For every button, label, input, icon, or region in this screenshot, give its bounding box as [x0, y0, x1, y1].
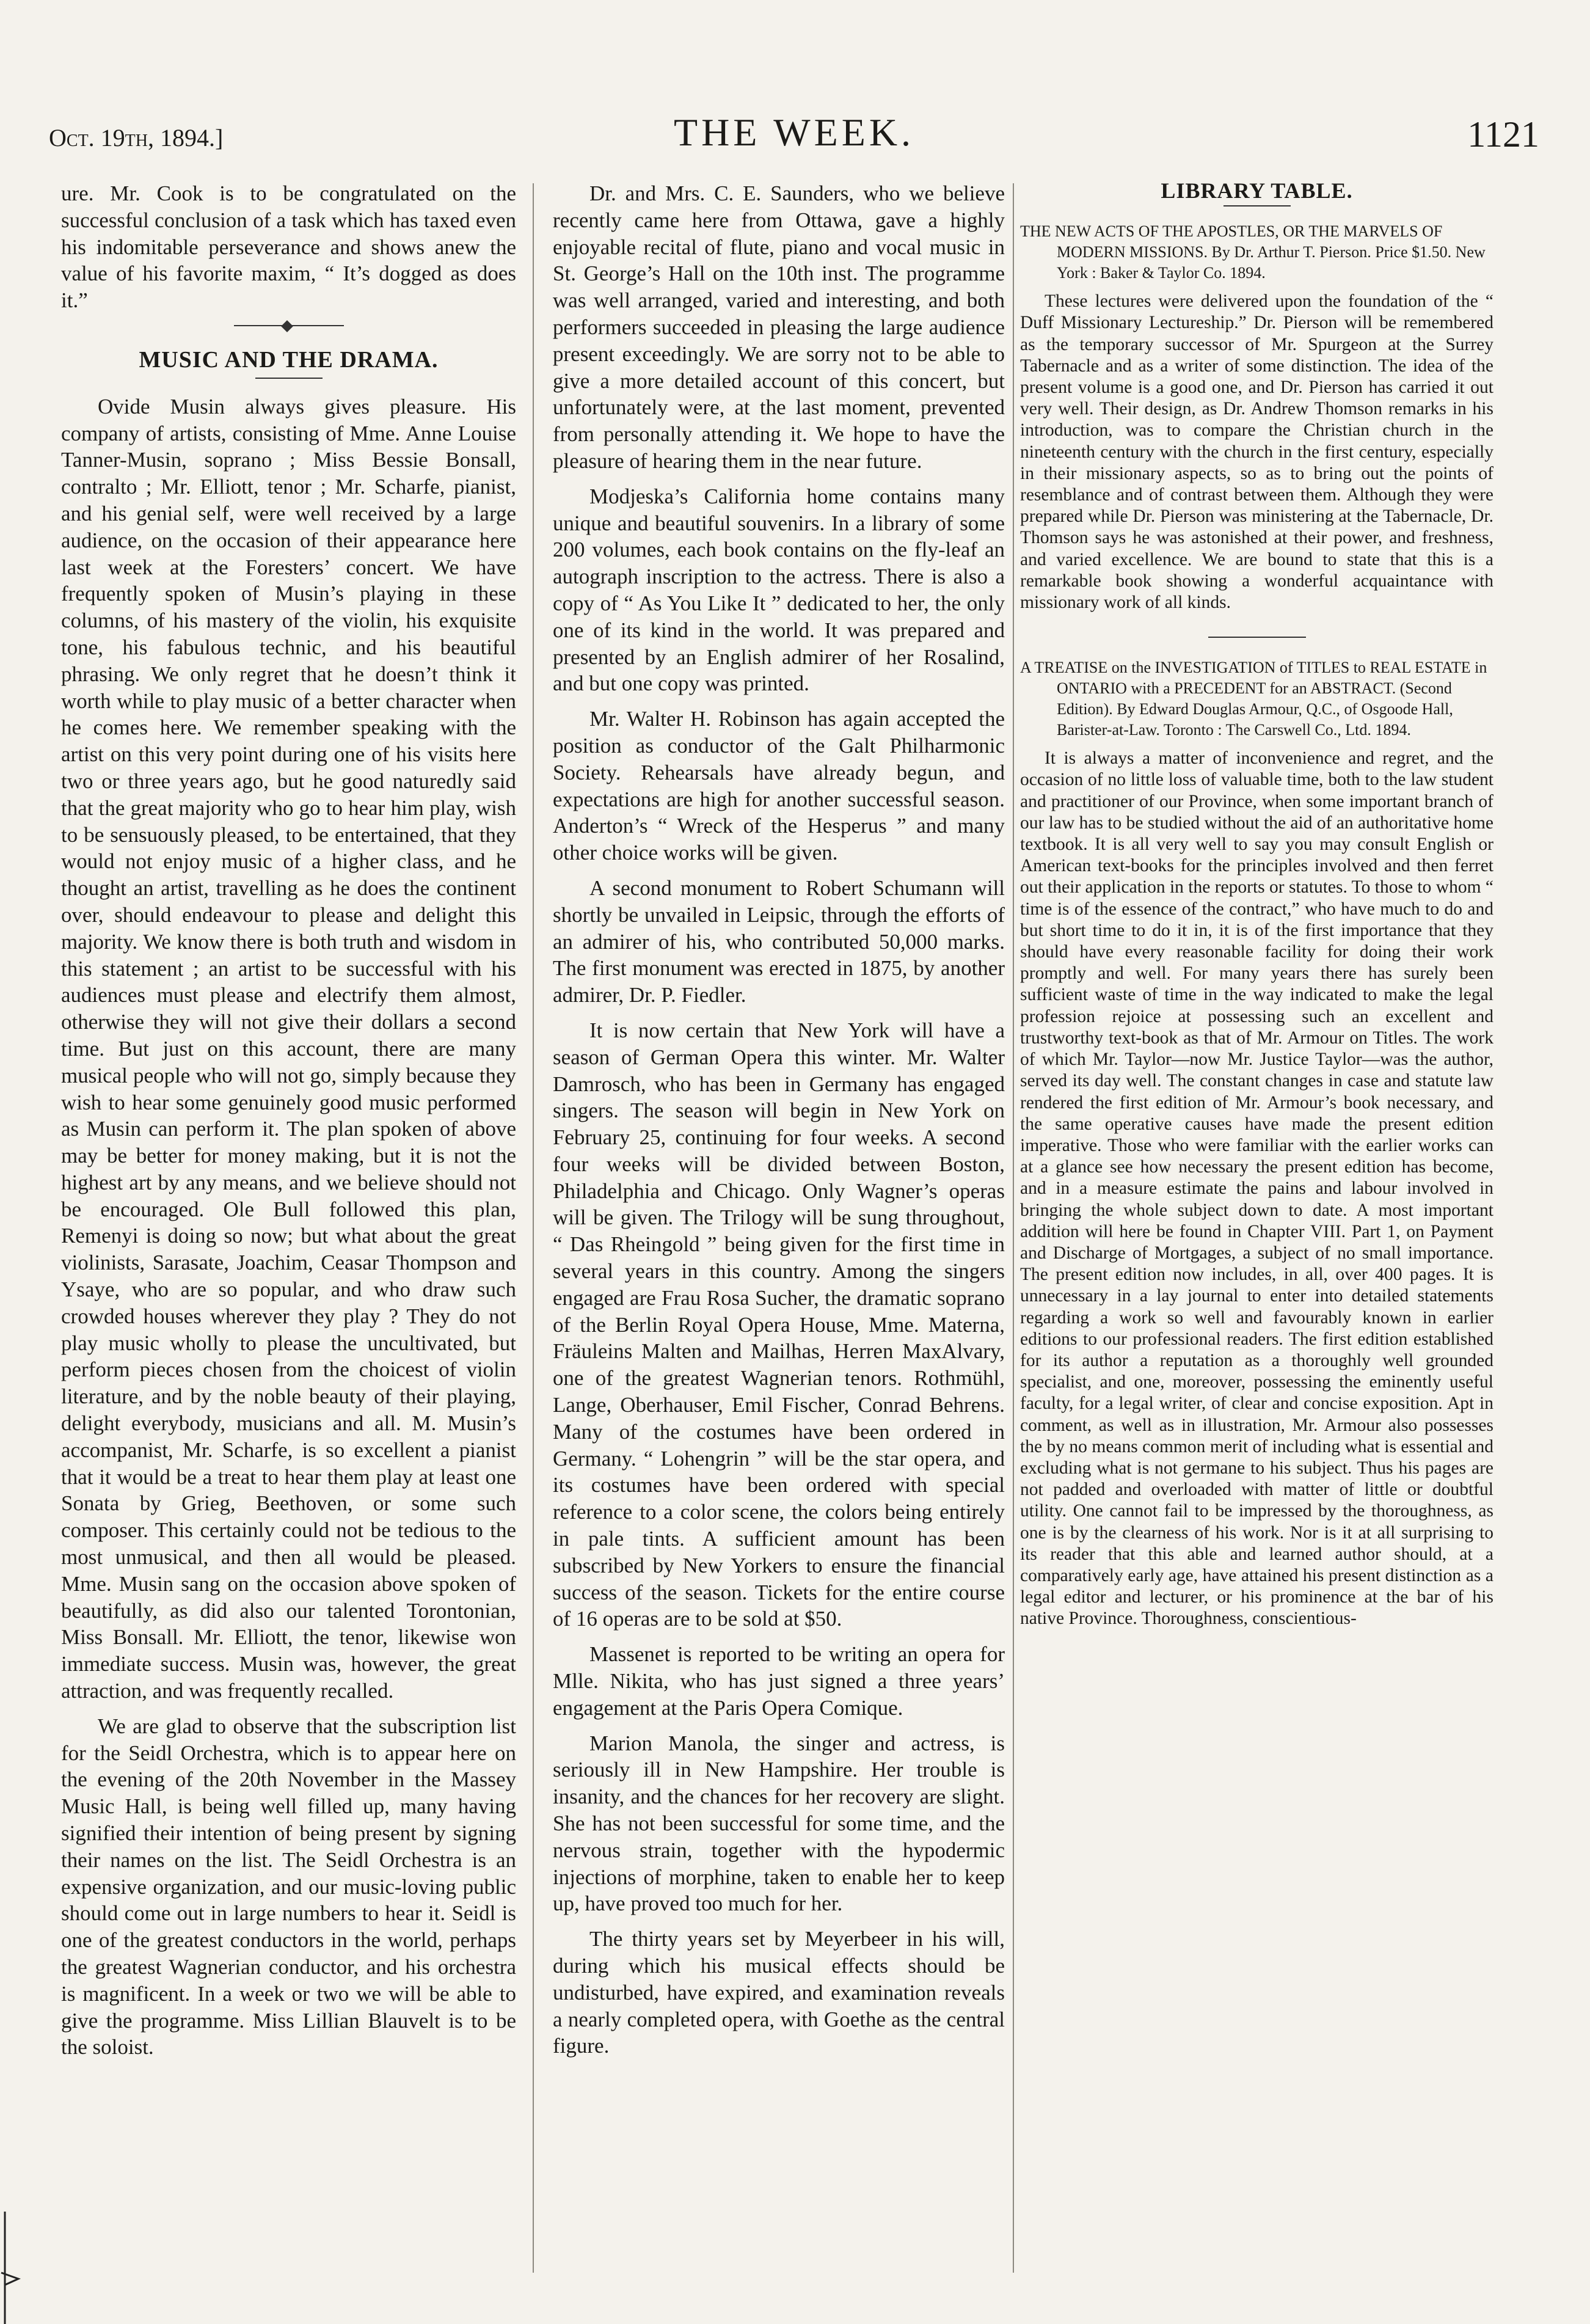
page-number: 1121 [1467, 114, 1539, 155]
column-left [61, 180, 516, 2276]
heading-rule [255, 378, 323, 379]
issue-date: Oct. 19th, 1894.] [49, 124, 224, 152]
heading-rule [1223, 205, 1291, 206]
review-paragraph: These lectures were delivered upon the foundation of the “ Duff Missionary Lectureship.” Dr. Pierson will be remembered as the temporary successor of Mr. Spurgeon at the Surrey Tabernacle and as a writer of some distinction. The idea of the present volume is a good one, and Dr. Pierson has carried it out very well. Their design, as Dr. Andrew Thomson remarks in his introduction, was to compare the Christian church in the nineteenth century with the church in the first century, especially in their missionary aspects, so as to bring out the points of resemblance and of contrast between them. Although they were prepared while Dr. Pierson was ministering at the Tabernacle, Dr. Thomson says he was astonished at their power, and freshness, and varied excellence. We are bound to state that this is a remarkable book showing a wonderful acquaintance with missionary work of all kinds. [1020, 291, 1493, 613]
page-fold-mark [0, 2212, 37, 2324]
article-paragraph: The thirty years set by Meyerbeer in his will, during which his musical effects should be undisturbed, have expired, and examination reveals a nearly completed opera, with Goethe as the central figure. [553, 1927, 1005, 2058]
article-paragraph: Ovide Musin always gives pleasure. His company of artists, consisting of Mme. Anne Louise Tanner-Musin, soprano ; Miss Bessie Bonsall, contralto ; Mr. Elliott, tenor ; Mr. Scharfe, pianist, and his genial self, were well received by a large audience, on the occasion of their appearance here last week at the Foresters’ concert. We have frequently spoken of Musin’s playing in these columns, of his mastery of the violin, his exquisite tone, his fabulous technic, and his beautiful phrasing. We only regret that he doesn’t think it worth while to play music of a better character when he comes here. We remember speaking with the artist on this very point during one of his visits here two or three years ago, but he good naturedly said that the great majority who go to hear him play, wish to be sensuously pleased, to be entertained, that they would not enjoy music of a higher class, and he thought an artist, travelling as he does the continent over, should endeavour to please and delight this majority. We know there is both truth and wisdom in this statement ; an artist to be successful with his audiences must please and electrify them almost, otherwise they will not give their dollars a second time. But just on this account, there are many musical people who will not go, simply because they wish to hear some genuinely good music performed as Musin can perform it. The plan spoken of above may be better for money making, but it is not the highest art by any means, and we believe should not be encouraged. Ole Bull followed this plan, Remenyi is doing so now; but what about the great violinists, Sarasate, Joachim, Ceasar Thompson and Ysaye, who are so popular, and who draw such crowded houses wherever they play ? They do not play music wholly to please the uncultivated, but perform pieces chosen from the choicest of violin literature, and by the noble beauty of their playing, delight everybody, musicians and all. M. Musin’s accompanist, Mr. Scharfe, is so excellent a pianist that it would be a treat to hear them play at least one Sonata by Grieg, Beethoven, or some such composer. This certainly could not be tedious to the most unmusical, and then all would be pleased. Mme. Musin sang on the occasion above spoken of beautifully, as did also our talented Torontonian, Miss Bonsall. Mr. Elliott, the tenor, likewise won immediate success. Musin was, however, the great attraction, and was frequently recalled. [61, 394, 516, 1703]
article-paragraph: It is now certain that New York will have a season of German Opera this winter. Mr. Walter Damrosch, who has been in Germany has engaged singers. The season will begin in New York on February 25, continuing for four weeks. A second four weeks will be divided between Boston, Philadelphia and Chicago. Only Wagner’s operas will be given. The Trilogy will be sung throughout, “ Das Rheingold ” being given for the first time in several years in this country. Among the singers engaged are Frau Rosa Sucher, the dramatic soprano of the Berlin Royal Opera House, Mme. Materna, Fräuleins Malten and Mailhas, Herren MaxAlvary, one of the greatest Wagnerian tenors. Rothmühl, Lange, Oberhauser, Emil Fischer, Conrad Behrens. Many of the costumes have been ordered in Germany. “ Lohengrin ” will be the star opera, and its costumes have been ordered with special reference to a color scene, the colors being entirely in pale tints. A sufficient amount has been subscribed by New Yorkers to ensure the financial success of the season. Tickets for the entire course of 16 operas are to be sold at $50. [553, 1018, 1005, 1631]
section-heading-music-drama: MUSIC AND THE DRAMA. [139, 346, 439, 373]
column-middle [553, 180, 1005, 2276]
section-heading-library-table: LIBRARY TABLE. [1161, 180, 1353, 203]
book-citation: THE NEW ACTS OF THE APOSTLES, OR THE MARVELS OF MODERN MISSIONS. By Dr. Arthur T. Pierson. Price $1.50. New York : Baker & Taylor Co. 1894. [1020, 222, 1486, 282]
review-separator [1208, 637, 1306, 638]
publication-title: THE WEEK. [673, 111, 915, 154]
article-paragraph: Massenet is reported to be writing an opera for Mlle. Nikita, who has just signed a three years’ engagement at the Paris Opera Comique. [553, 1642, 1005, 1720]
article-paragraph: A second monument to Robert Schumann will shortly be unvailed in Leipsic, through the efforts of an admirer of his, who contributed 50,000 marks. The first monument was erected in 1875, by another admirer, Dr. P. Fiedler. [553, 875, 1005, 1007]
review-paragraph: It is always a matter of inconvenience and regret, and the occasion of no little loss of valuable time, both to the law student and practitioner of our Province, when some important branch of our law has to be studied without the aid of an authoritative home textbook. It is all very well to say you may consult English or American text-books for the principles involved and then ferret out their application in the reports or statutes. To those to whom “ time is of the essence of the contract,” who have much to do and but short time to do it in, it is of the first importance that they should have every reasonable facility for doing their work promptly and well. For many years there has surely been sufficient waste of time in the way indicated to make the legal profession rejoice at possessing such an excellent and trustworthy text-book as that of Mr. Armour on Titles. The work of which Mr. Taylor—now Mr. Justice Taylor—was the author, served its day well. The constant changes in case and statute law rendered the first edition of Mr. Armour’s book necessary, and the same operative causes have made the present edition imperative. Those who were familiar with the earlier works can at a glance see how necessary the present edition has become, and in a measure estimate the pains and labour involved in bringing the whole subject down to date. A most important addition will here be found in Chapter VIII. Part 1, on Payment and Discharge of Mortgages, a subject of no small importance. The present edition now includes, in all, over 400 pages. It is unnecessary in a lay journal to enter into detailed statements regarding a work so well and favourably known in earlier editions to our professional readers. The first edition established for its author a reputation as a thoroughly well grounded specialist, and one, moreover, possessing the eminently useful faculty, for a legal writer, of clear and concise exposition. Apt in comment, as well as in illustration, Mr. Armour also possesses the by no means common merit of including what is essential and excluding what is not germane to his subject. Thus his pages are not padded and overloaded with matter of little or doubtful utility. One cannot fail to be impressed by the thoroughness, as one is by the clearness of his work. Nor is it at all surprising to its reader that this able and learned author should, at a comparatively early age, have attained his present distinction as a legal editor and lecturer, or his prominence at the bar of his native Province. Thoroughness, conscientious- [1020, 748, 1493, 1629]
article-paragraph: Dr. and Mrs. C. E. Saunders, who we believe recently came here from Ottawa, gave a highly enjoyable recital of flute, piano and vocal music in St. George’s Hall on the 10th inst. The programme was well arranged, varied and interesting, and both performers succeeded in pleasing the large audience present exceedingly. We are sorry not to be able to give a more detailed account of this concert, but unfortunately were, at the last moment, prevented from personally attending it. We hope to have the pleasure of hearing them in the near future. [553, 181, 1005, 473]
article-paragraph: We are glad to observe that the subscription list for the Seidl Orchestra, which is to appear here on the evening of the 20th November in the Massey Music Hall, is being well filled up, many having signified their intention of being present by signing their names on the list. The Seidl Orchestra is an expensive organization, and our music-loving public should come out in large numbers to hear it. Seidl is one of the greatest conductors in the world, perhaps the greatest Wagnerian conductor, and his orchestra is magnificent. In a week or two we will be able to give the programme. Miss Lillian Blauvelt is to be the soloist. [61, 1714, 516, 2059]
column-right [1020, 180, 1493, 2276]
section-ornament [234, 325, 344, 331]
article-paragraph: Modjeska’s California home contains many unique and beautiful souvenirs. In a library of some 200 volumes, each book contains on the fly-leaf an autograph inscription to the actress. There is also a copy of “ As You Like It ” dedicated to her, the only one of its kind in the world. It was prepared and presented by an English admirer of her Rosalind, and but one copy was printed. [553, 484, 1005, 696]
column-divider [533, 183, 534, 2273]
column-divider [1013, 183, 1014, 2273]
article-paragraph: Marion Manola, the singer and actress, is seriously ill in New Hampshire. Her trouble is insanity, and the chances for her recovery are slight. She has not been successful for some time, and the nervous strain, together with the hypodermic injections of morphine, taken to enable her to keep up, have proved too much for her. [553, 1731, 1005, 1916]
masthead [49, 110, 1539, 177]
continued-paragraph: ure. Mr. Cook is to be congratulated on the successful conclusion of a task which has taxed even his indomitable perseverance and shows anew the value of his favorite maxim, “ It’s dogged as does it.” [61, 181, 516, 313]
article-paragraph: Mr. Walter H. Robinson has again accepted the position as conductor of the Galt Philharmonic Society. Rehearsals have already begun, and expectations are high for another successful season. Anderton’s “ Wreck of the Hesperus ” and many other choice works will be given. [553, 707, 1005, 865]
book-citation: A TREATISE on the INVESTIGATION of TITLES to REAL ESTATE in ONTARIO with a PRECEDENT for an ABSTRACT. (Second Edition). By Edward Douglas Armour, Q.C., of Osgoode Hall, Barister-at-Law. Toronto : The Carswell Co., Ltd. 1894. [1020, 659, 1487, 739]
